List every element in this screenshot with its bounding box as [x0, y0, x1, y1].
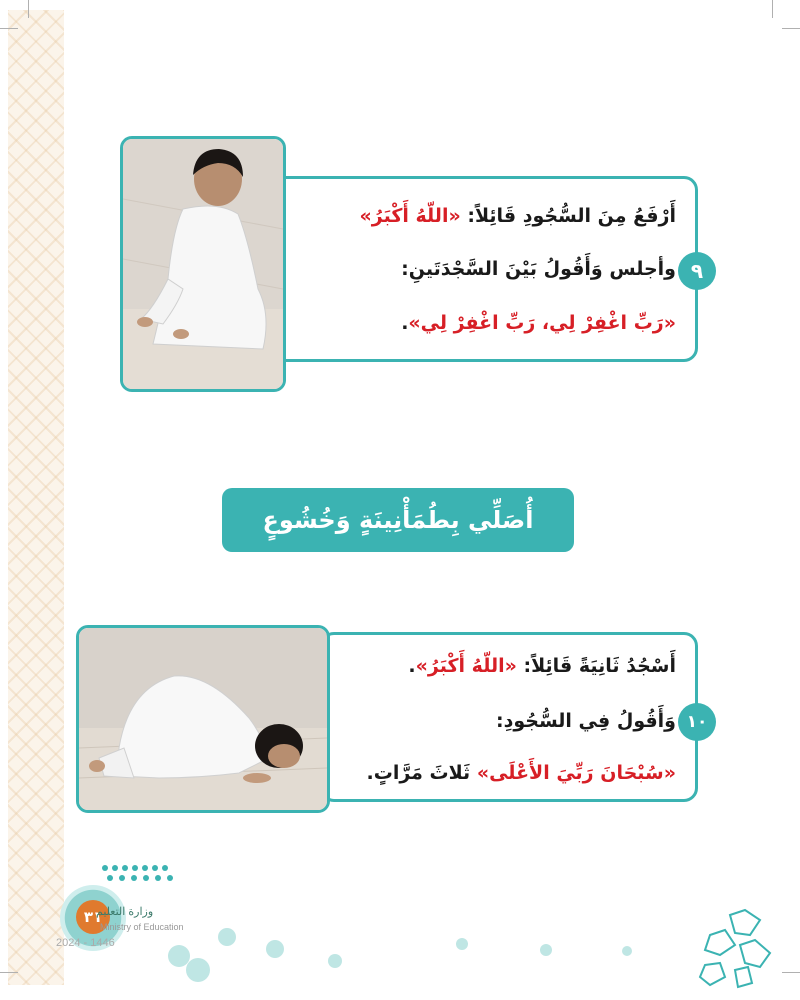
crop-mark [0, 972, 18, 973]
step-9-line-3 [401, 312, 676, 334]
prostrating-boy-illustration [79, 628, 327, 810]
step-10-line-1 [408, 655, 676, 677]
khushu-banner [222, 488, 574, 552]
ministry-name-ar: وزارة التعليم [96, 906, 154, 918]
step-9-line-2: وأجلس وَأَقُولُ بَيْنَ السَّجْدَتَينِ: [401, 258, 676, 280]
step-10-tasbih: «سُبْحَانَ رَبِّيَ الأَعْلَى» [476, 762, 676, 784]
step-10-line-2: وَأَقُولُ فِي السُّجُودِ: [496, 710, 676, 732]
decorative-side-pattern [8, 10, 64, 985]
banner-text: أُصَلِّي بِطُمَأْنِينَةٍ وَخُشُوعٍ [262, 506, 534, 534]
step-9-line-1-text: أَرْفَعُ مِنَ السُّجُودِ قَائِلاً: [460, 205, 676, 227]
step-10-line-3 [367, 762, 676, 784]
decorative-flower-icon [540, 944, 552, 956]
step-9-line-3-end: . [401, 312, 409, 334]
step-9-photo [120, 136, 286, 392]
step-10-line-3-end: ثَلاثَ مَرَّاتٍ. [366, 762, 477, 784]
step-10-number-badge: ١٠ [678, 703, 716, 741]
edition-year: 2024 - 1446 [56, 937, 115, 949]
crop-mark [772, 0, 773, 18]
crop-mark [782, 28, 800, 29]
decorative-flower-icon [328, 954, 342, 968]
crop-mark [782, 972, 800, 973]
sitting-boy-illustration [123, 139, 283, 389]
decorative-flower-icon [218, 928, 236, 946]
step-9-line-1 [360, 205, 677, 227]
crop-mark [0, 28, 18, 29]
crop-mark [28, 0, 29, 18]
step-10-photo [76, 625, 330, 813]
step-10-takbir: «اللّهُ أَكْبَرُ» [415, 655, 517, 677]
geometric-corner-decoration [690, 905, 780, 990]
decorative-flower-icon [266, 940, 284, 958]
page-number-badge: ٣١ [76, 900, 110, 934]
decorative-flower-icon [622, 946, 632, 956]
ministry-name-en: Ministry of Education [100, 922, 184, 932]
step-10-line-1-end: . [408, 655, 416, 677]
step-9-takbir: «اللّهُ أَكْبَرُ» [359, 205, 461, 227]
decorative-flower-icon [186, 958, 210, 982]
step-9-dua: «رَبِّ اغْفِرْ لِي، رَبِّ اغْفِرْ لِي» [408, 312, 676, 334]
step-9-number-badge: ٩ [678, 252, 716, 290]
step-10-line-1-text: أَسْجُدُ ثَانِيَةً قَائِلاً: [516, 655, 676, 677]
decorative-flower-icon [456, 938, 468, 950]
